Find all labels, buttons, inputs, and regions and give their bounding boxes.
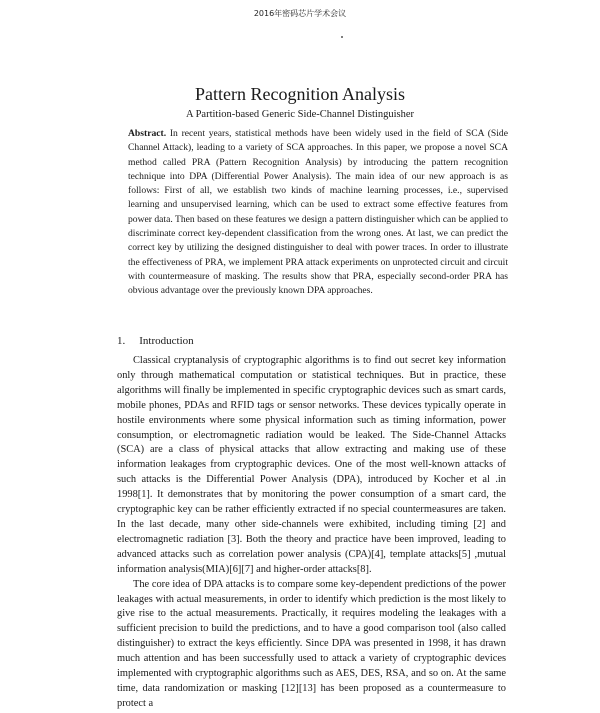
paper-title: Pattern Recognition Analysis <box>195 84 405 104</box>
running-header: 2016年密码芯片学术会议 <box>253 9 347 18</box>
section-title: Introduction <box>139 335 194 347</box>
paper-subtitle: A Partition-based Generic Side-Channel Distinguisher <box>185 109 415 120</box>
scan-speck <box>341 36 343 38</box>
abstract-label: Abstract. <box>128 128 167 139</box>
paragraph: The core idea of DPA attacks is to compare some key-dependent predictions of the power leakages with actual measurements, in order to identify which prediction is the most likely to give rise to the actual measurements. Practically, it requires modeling the leakages with a sufficient precision to build the predictions, and to have a good comparison tool (also called distinguisher) to extract the keys efficiently. Since DPA was presented in 1998, it has drawn much attention and has been successfully used to attack a variety of cryptographic devices implemented with cryptographic algorithms such as AES, DES, RSA, and so on. At the same time, data randomization or masking [12][13] has been proposed as a countermeasure to protect a <box>117 578 506 709</box>
abstract-text: In recent years, statistical methods have been widely used in the field of SCA (Side Channel Attack), leading to a variety of SCA approaches. In this paper, we propose a novel SCA method called PRA (Pattern Recognition Analysis) by introducing the pattern recognition technique into DPA (Differential Power Analysis). The main idea of our new approach is as follows: First of all, we establish two kinds of machine learning processes, i.e., supervised learning and unsupervised learning, which can be used to extract some effective features from power data. Then based on these features we design a pattern distinguisher which can be applied to discriminate correct key-dependent classification from the wrong ones. At last, we can predict the correct key by utilizing the designed distinguisher to deal with power traces. In order to illustrate the effectiveness of PRA, we implement PRA attack experiments on unprotected circuit and circuit with countermeasure of masking. The results show that PRA, especially second-order PRA has obvious advantage over the previously known DPA approaches. <box>128 128 508 297</box>
paragraph: Classical cryptanalysis of cryptographic algorithms is to find out secret key information only through mathematical computation or statistical techniques. But in practice, these algorithms will finally be implemented in specific cryptographic devices such as smart cards, mobile phones, PDAs and RFID tags or sensor networks. These devices typically operate in hostile environments where some physical information such as timing information, power consumption, or electromagnetic radiation would be leaked. The Side-Channel Attacks (SCA) are a class of physical attacks that allow extracting and making use of these information leakages from cryptographic devices. One of the most well-known attacks of such attacks is the Differential Power Analysis (DPA), introduced by Kocher et al .in 1998[1]. It demonstrates that by monitoring the power consumption of a smart card, the cryptographic key can be rather efficiently extracted if no special countermeasures are taken. In the last decade, many other side-channels were exhibited, including timing [2] and electromagnetic radiation [3]. Both the theory and practice have been improved, leading to advanced attacks such as correlation power analysis (CPA)[4], template attacks[5] ,mutual information analysis(MIA)[6][7] and higher-order attacks[8]. <box>117 355 506 575</box>
section-heading <box>117 335 194 347</box>
body-text <box>117 354 506 712</box>
abstract <box>128 127 508 299</box>
section-number: 1. <box>117 335 126 347</box>
